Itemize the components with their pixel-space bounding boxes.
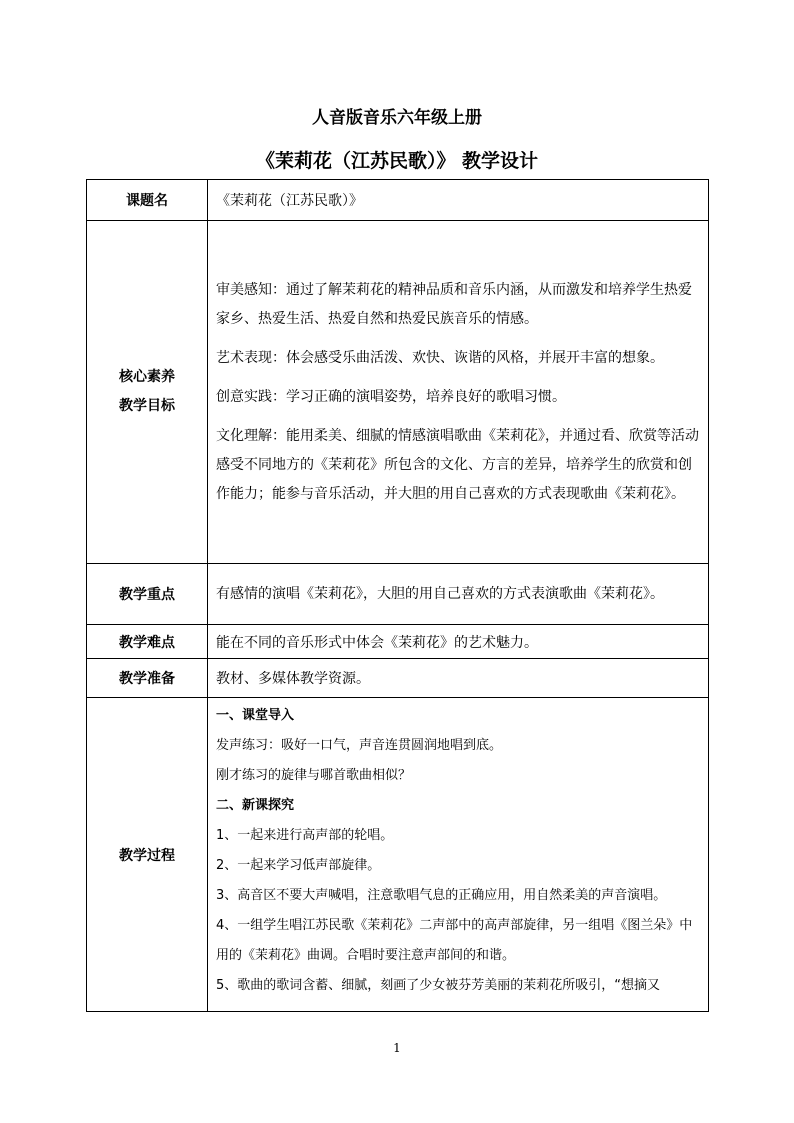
topic-value: 《茉莉花（江苏民歌）》	[208, 180, 709, 221]
process-line: 刚才练习的旋律与哪首歌曲相似？	[216, 768, 412, 783]
process-line: 5、歌曲的歌词含蓄、细腻，刻画了少女被芬芳美丽的茉莉花所吸引，“想摘又	[216, 978, 661, 993]
goals-label-line2: 教学目标	[119, 398, 175, 414]
table-row-key-points	[87, 564, 709, 625]
goals-content	[208, 221, 709, 564]
goal-creative: 创意实践：学习正确的演唱姿势，培养良好的歌唱习惯。	[216, 388, 566, 405]
process-line: 2、一起来学习低声部旋律。	[216, 858, 381, 873]
process-heading-explore: 二、新课探究	[216, 798, 295, 813]
key-points-label: 教学重点	[87, 564, 208, 625]
table-row-preparation	[87, 659, 709, 698]
process-line: 1、一起来进行高声部的轮唱。	[216, 828, 394, 843]
table-row-process	[87, 698, 709, 1012]
difficulties-value: 能在不同的音乐形式中体会《茉莉花》的艺术魅力。	[208, 625, 709, 659]
table-row-goals	[87, 221, 709, 564]
process-label: 教学过程	[87, 698, 208, 1012]
table-row-difficulties	[87, 625, 709, 659]
goal-aesthetic: 审美感知：通过了解茉莉花的精神品质和音乐内涵，从而激发和培养学生热爱家乡、热爱生活、热爱自然和热爱民族音乐的情感。	[216, 281, 692, 327]
page-number: 1	[393, 1041, 401, 1055]
process-heading-intro: 一、课堂导入	[216, 708, 295, 723]
lesson-title: 《茉莉花（江苏民歌）》 教学设计	[255, 150, 539, 172]
process-content	[208, 698, 709, 1012]
lesson-plan-table	[86, 179, 709, 1012]
goals-label	[87, 221, 208, 564]
goal-cultural: 文化理解：能用柔美、细腻的情感演唱歌曲《茉莉花》，并通过看、欣赏等活动感受不同地方的《茉莉花》所包含的文化、方言的差异，培养学生的欣赏和创作能力；能参与音乐活动，并大胆的用自己喜欢的方式表现歌曲《茉莉花》。	[216, 427, 699, 502]
difficulties-label: 教学难点	[87, 625, 208, 659]
process-line: 3、高音区不要大声喊唱，注意歌唱气息的正确应用，用自然柔美的声音演唱。	[216, 888, 667, 903]
key-points-value	[208, 564, 709, 625]
process-line: 发声练习：吸好一口气，声音连贯圆润地唱到底。	[216, 738, 503, 753]
topic-label: 课题名	[87, 180, 208, 221]
table-row-topic	[87, 180, 709, 221]
goal-artistic: 艺术表现：体会感受乐曲活泼、欢快、诙谐的风格，并展开丰富的想象。	[216, 349, 664, 366]
goals-label-line1: 核心素养	[119, 369, 175, 385]
key-points-text: 有感情的演唱《茉莉花》，大胆的用自己喜欢的方式表演歌曲《茉莉花》。	[216, 585, 664, 602]
preparation-label: 教学准备	[87, 659, 208, 698]
preparation-value: 教材、多媒体教学资源。	[208, 659, 709, 698]
process-line: 4、一组学生唱江苏民歌《茉莉花》二声部中的高声部旋律，另一组唱《图兰朵》中用的《茉莉花》曲调。合唱时要注意声部间的和谐。	[216, 918, 693, 963]
document-title: 人音版音乐六年级上册	[312, 108, 482, 128]
